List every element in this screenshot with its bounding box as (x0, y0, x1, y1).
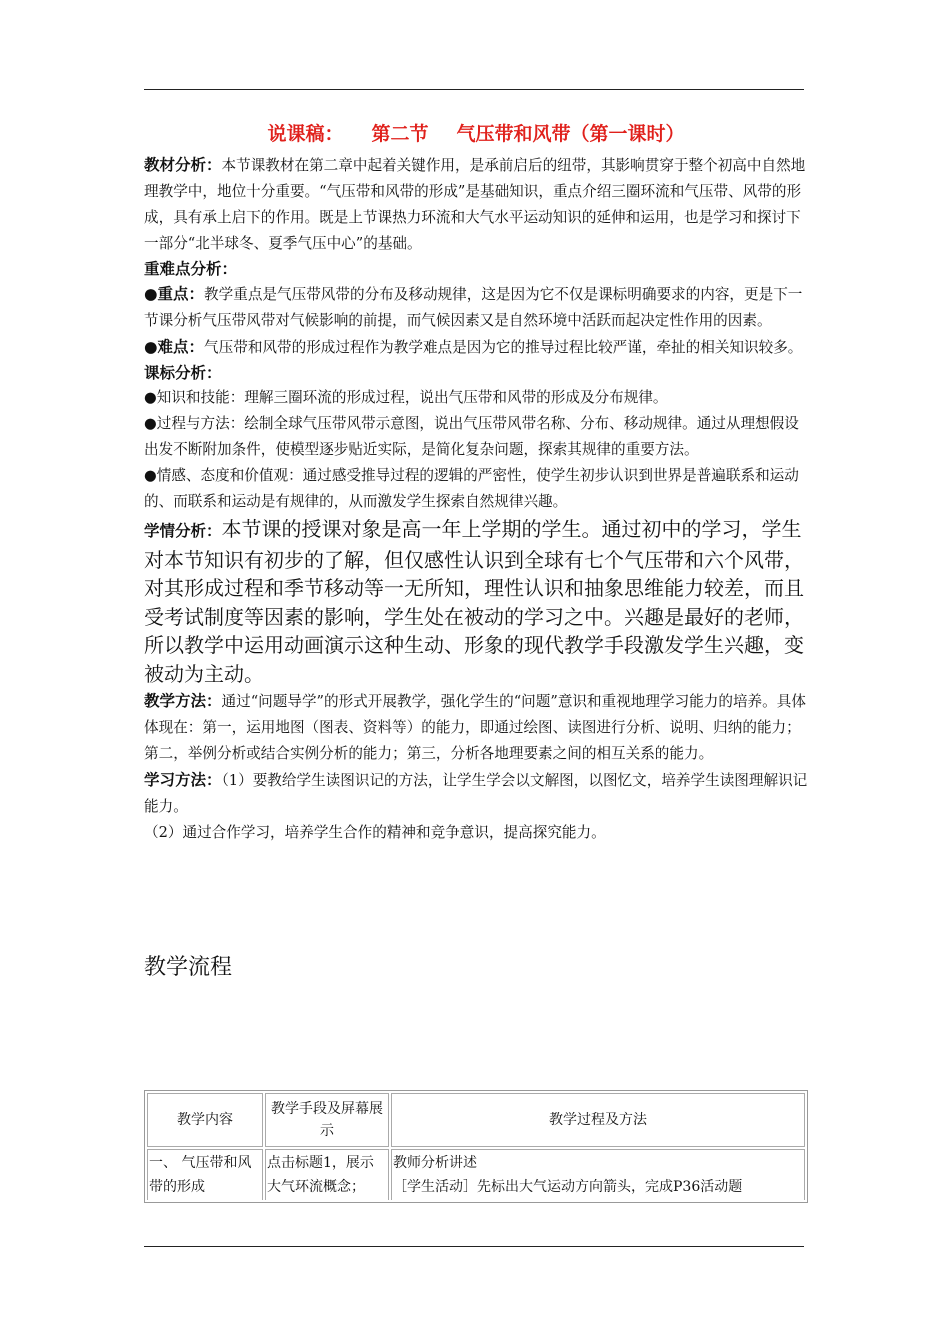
students-label: 学情分析： (144, 522, 222, 540)
header-rule (144, 89, 804, 90)
table-header-cell: 教学过程及方法 (391, 1093, 805, 1147)
table-cell: 一、 气压带和风带的形成 (147, 1149, 263, 1200)
hard-text: 气压带和风带的形成过程作为教学难点是因为它的推导过程比较严谨，牵扯的相关知识较多。 (204, 339, 803, 356)
material-analysis (144, 152, 808, 257)
standards-heading: 课标分析： (144, 364, 222, 382)
teaching-method-text: 通过“问题导学”的形式开展教学，强化学生的“问题”意识和重视地理学习能力的培养。具体体现在：第一，运用地图（图表、资料等）的能力，即通过绘图、读图进行分析、说明、归纳的能力；第二，举例分析或结合实例分析的能力；第三，分析各地理要素之间的相互关系的能力。 (144, 693, 806, 762)
table-cell: 点击标题1，展示大气环流概念； (265, 1149, 389, 1200)
learning-method (144, 767, 808, 820)
hard-point (144, 334, 808, 361)
footer-rule (144, 1246, 804, 1247)
student-analysis (144, 515, 808, 688)
flow-table (144, 1090, 808, 1203)
page-title (144, 120, 808, 148)
standard-item: ●情感、态度和价值观：通过感受推导过程的逻辑的严密性，使学生初步认识到世界是普遍联系和运动的、而联系和运动是有规律的，从而激发学生探索自然规律兴趣。 (144, 467, 799, 510)
learning-method-text: （1）要教给学生读图识记的方法，让学生学会以文解图，以图忆文，培养学生读图理解识记能力。 (144, 772, 808, 815)
title-section: 第二节 (371, 123, 429, 145)
table-header-row (147, 1093, 805, 1147)
document-body (144, 120, 808, 846)
teaching-method (144, 688, 808, 767)
table-header-cell: 教学手段及屏幕展示 (265, 1093, 389, 1147)
key-label: ●重点： (144, 285, 205, 303)
students-text: 本节课的授课对象是高一年上学期的学生。通过初中的学习，学生对本节知识有初步的了解，但仅感性认识到全球有七个气压带和六个风带，对其形成过程和季节移动等一无所知，理性认识和抽象思维能力较差，而且受考试制度等因素的影响，学生处在被动的学习之中。兴趣是最好的老师，所以教学中运用动画演示这种生动、形象的现代教学手段激发学生兴趣，变被动为主动。 (144, 517, 804, 686)
learning-method-item2: （2）通过合作学习，培养学生合作的精神和竞争意识，提高探究能力。 (144, 824, 606, 841)
flow-heading: 教学流程 (144, 955, 233, 980)
title-lead: 说课稿： (267, 123, 344, 145)
key-point (144, 281, 808, 334)
standard-item: ●过程与方法：绘制全球气压带风带示意图，说出气压带风带名称、分布、移动规律。通过从理想假设出发不断附加条件，使模型逐步贴近实际，是简化复杂问题，探索其规律的重要方法。 (144, 415, 799, 458)
key-text: 教学重点是气压带风带的分布及移动规律，这是因为它不仅是课标明确要求的内容，更是下一节课分析气压带风带对气候影响的前提，而气候因素又是自然环境中活跃而起决定性作用的因素。 (144, 286, 803, 329)
title-topic: 气压带和风带（第一课时） (456, 123, 685, 145)
table-row (147, 1149, 805, 1200)
keypoints-heading: 重难点分析： (144, 260, 238, 278)
table-cell (391, 1149, 805, 1200)
table-header-cell: 教学内容 (147, 1093, 263, 1147)
process-line: 教师分析讲述 (393, 1155, 477, 1171)
material-label: 教材分析： (144, 156, 222, 174)
process-line: ［学生活动］先标出大气运动方向箭头，完成P36活动题 (393, 1179, 743, 1195)
learning-method-label: 学习方法： (144, 771, 222, 789)
teaching-method-label: 教学方法： (144, 692, 222, 710)
hard-label: ●难点： (144, 338, 205, 356)
standard-item: ●知识和技能：理解三圈环流的形成过程，说出气压带和风带的形成及分布规律。 (144, 389, 668, 406)
material-text: 本节课教材在第二章中起着关键作用，是承前启后的纽带，其影响贯穿于整个初高中自然地理教学中，地位十分重要。“气压带和风带的形成”是基础知识，重点介绍三圈环流和气压带、风带的形成，具有承上启下的作用。既是上节课热力环流和大气水平运动知识的延伸和运用，也是学习和探讨下一部分“北半球冬、夏季气压中心”的基础。 (144, 157, 806, 252)
